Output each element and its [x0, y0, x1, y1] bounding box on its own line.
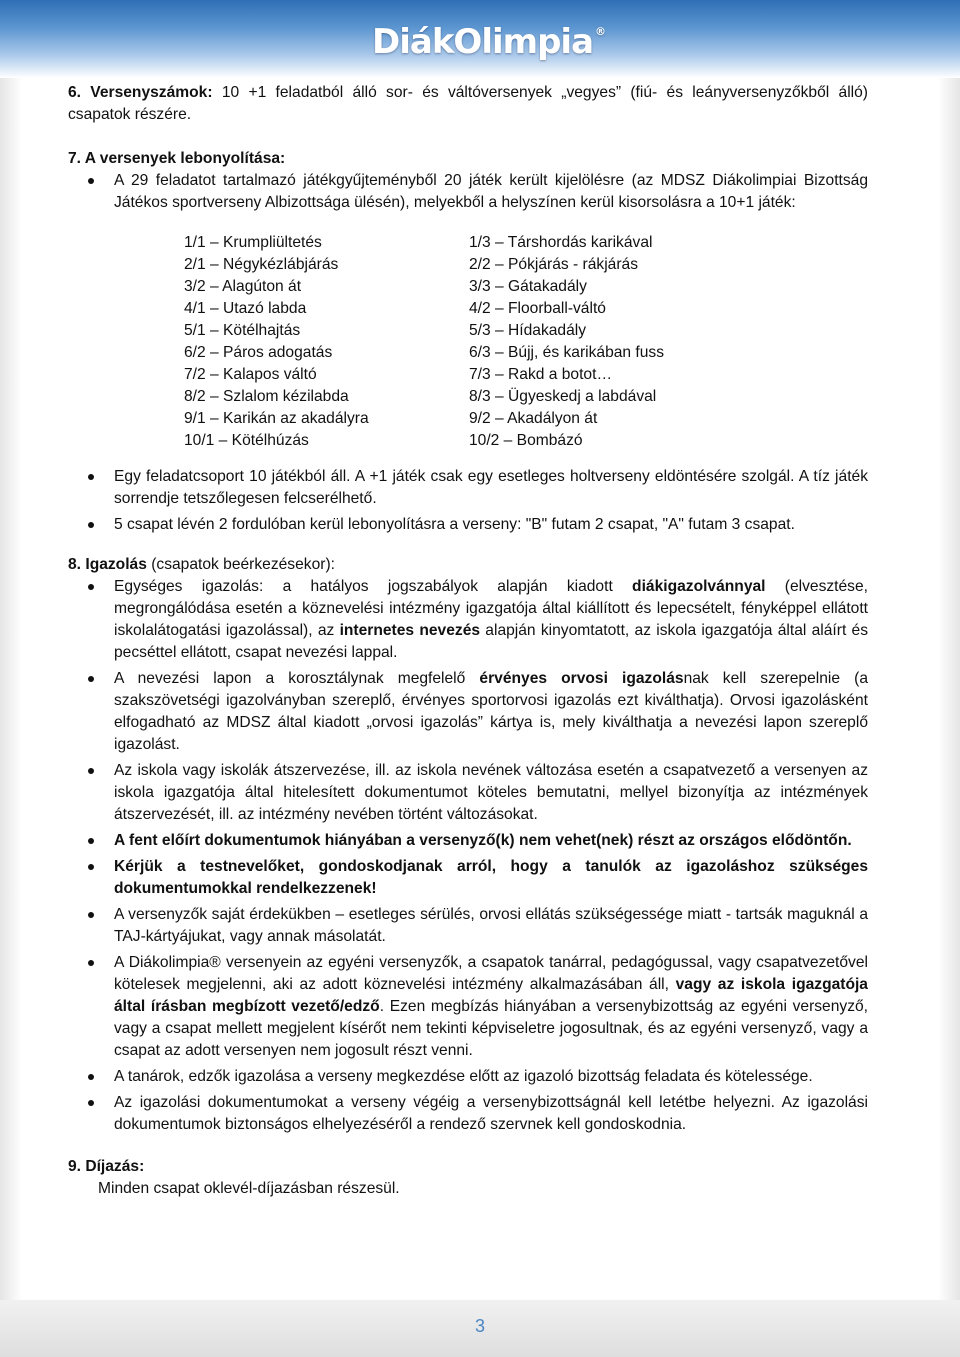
section-8-bullet: Az igazolási dokumentumokat a verseny végéig a versenybizottságnál kell letétbe helyezni. Az igazolási dokumentumok biztonságos elhelyezéséről a rendező szervnek kell gondoskodnia. [68, 1092, 868, 1136]
game-item: 2/1 – Négykézlábjárás [184, 256, 339, 273]
section-8-bullet: A versenyzők saját érdekükben – esetleges sérülés, orvosi ellátás szükségessége miatt - tartsák maguknál a TAJ-kártyájukat, vagy annak másolatát. [68, 904, 868, 948]
section-8-bullet: Egységes igazolás: a hatályos jogszabályok alapján kiadott diákigazolvánnyal (elvesztése, megrongálódása esetén a köznevelési intézmény igazgatója által kiállított és lepecsételt, fényképpel ellátott iskolalátogatási igazolással), az internetes nevezés alapján kinyomtatott, az iskola igazgatója által aláírt és pecséttel ellátott, csapat nevezési lappal. [68, 576, 868, 664]
games-right-column [469, 232, 769, 452]
page-footer [0, 1300, 960, 1357]
game-item: 5/1 – Kötélhajtás [184, 322, 301, 339]
game-item: 5/3 – Hídakadály [469, 322, 587, 339]
document-body [68, 82, 868, 1200]
section-8-bullet: Kérjük a testnevelőket, gondoskodjanak arról, hogy a tanulók az igazoláshoz szükséges dokumentumokkal rendelkezzenek! [68, 856, 868, 900]
section-7 [68, 148, 868, 536]
game-item: 7/3 – Rakd a botot… [469, 366, 613, 383]
section-8-bullet: Az iskola vagy iskolák átszervezése, ill. az iskola nevének változása esetén a csapatvezető a versenyen az iskola igazgatója által hitelesített dokumentumot köteles bemutatni, mellyel bizonyítja az intézmények átszervezését, ill. az intézmény nevében történt változásokat. [68, 760, 868, 826]
game-item: 1/3 – Társhordás karikával [469, 234, 653, 251]
game-item: 2/2 – Pókjárás - rákjárás [469, 256, 639, 273]
right-margin-shade [938, 78, 960, 1300]
game-item: 3/3 – Gátakadály [469, 278, 587, 295]
game-item: 6/3 – Bújj, és karikában fuss [469, 344, 665, 361]
game-item: 9/2 – Akadályon át [469, 410, 598, 427]
game-item: 4/2 – Floorball-váltó [469, 300, 606, 317]
games-left-column [184, 232, 469, 452]
game-item: 7/2 – Kalapos váltó [184, 366, 317, 383]
game-item: 3/2 – Alagúton át [184, 278, 302, 295]
section-8 [68, 554, 868, 1136]
diakolimpia-logo: DiákOlimpia ® [372, 22, 606, 62]
game-item: 9/1 – Karikán az akadályra [184, 410, 369, 427]
game-item: 4/1 – Utazó labda [184, 300, 307, 317]
section-8-bullet: A tanárok, edzők igazolása a verseny megkezdése előtt az igazoló bizottság feladata és kötelessége. [68, 1066, 868, 1088]
section-8-bullet: A nevezési lapon a korosztálynak megfelelő érvényes orvosi igazolásnak kell szerepelnie (a szakszövetségi igazolványban szereplő, érvényes sportorvosi igazolás ezt kiválthatja). Orvosi igazolásként elfogadható az MDSZ által kiadott „orvosi igazolás” kártya is, mely kiválthatja a nevezési lapon szereplő igazolást. [68, 668, 868, 756]
section-8-title: 8. Igazolás (csapatok beérkezésekor): [68, 556, 335, 573]
game-item: 10/1 – Kötélhúzás [184, 432, 309, 449]
game-item: 6/2 – Páros adogatás [184, 344, 333, 361]
section-9 [68, 1156, 868, 1200]
section-6: 6. Versenyszámok: 10 +1 feladatból álló sor- és váltóversenyek „vegyes” (fiú- és leányversenyzőkből álló) csapatok részére. [68, 84, 869, 123]
section-7-bullet: 5 csapat lévén 2 fordulóban kerül lebonyolításra a verseny: "B" futam 2 csapat, "A" futam 3 csapat. [68, 514, 868, 536]
games-list [184, 232, 868, 452]
game-item: 8/2 – Szlalom kézilabda [184, 388, 349, 405]
section-8-bullet: A fent előírt dokumentumok hiányában a versenyző(k) nem vehet(nek) részt az országos elődöntőn. [68, 830, 868, 852]
header-band [0, 0, 960, 78]
game-item: 1/1 – Krumpliültetés [184, 234, 322, 251]
game-item: 8/3 – Ügyeskedj a labdával [469, 388, 657, 405]
section-7-title: 7. A versenyek lebonyolítása: [68, 150, 286, 167]
section-9-text: Minden csapat oklevél-díjazásban részesül. [98, 1180, 400, 1197]
game-item: 10/2 – Bombázó [469, 432, 583, 449]
section-9-title: 9. Díjazás: [68, 1158, 145, 1175]
section-7-bullet: Egy feladatcsoport 10 játékból áll. A +1 játék csak egy esetleges holtverseny eldöntésére szolgál. A tíz játék sorrendje tetszőlegesen felcserélhető. [68, 466, 868, 510]
section-7-intro: A 29 feladatot tartalmazó játékgyűjteményből 20 játék került kijelölésre (az MDSZ Diákolimpiai Bizottság Játékos sportverseny Albizottsága ülésén), melyekből a helyszínen kerül kisorsolásra a 10+1 játék: [68, 170, 868, 214]
left-margin-shade [0, 78, 22, 1300]
section-8-bullet: A Diákolimpia® versenyein az egyéni versenyzők, a csapatok tanárral, pedagógussal, vagy csapatvezetővel kötelesek megjelenni, aki az adott köznevelési intézmény alkalmazásában áll, vagy az iskola igazgatója által írásban megbízott vezető/edző. Ezen megbízás hiányában a versenybizottság az egyéni versenyző, vagy a csapat mellett megjelent kísérőt nem tekinti képviseletre jogosultnak, és az egyéni versenyző, vagy a csapat az adott versenyen nem jogosult részt venni. [68, 952, 868, 1062]
page-number: 3 [474, 1316, 485, 1336]
